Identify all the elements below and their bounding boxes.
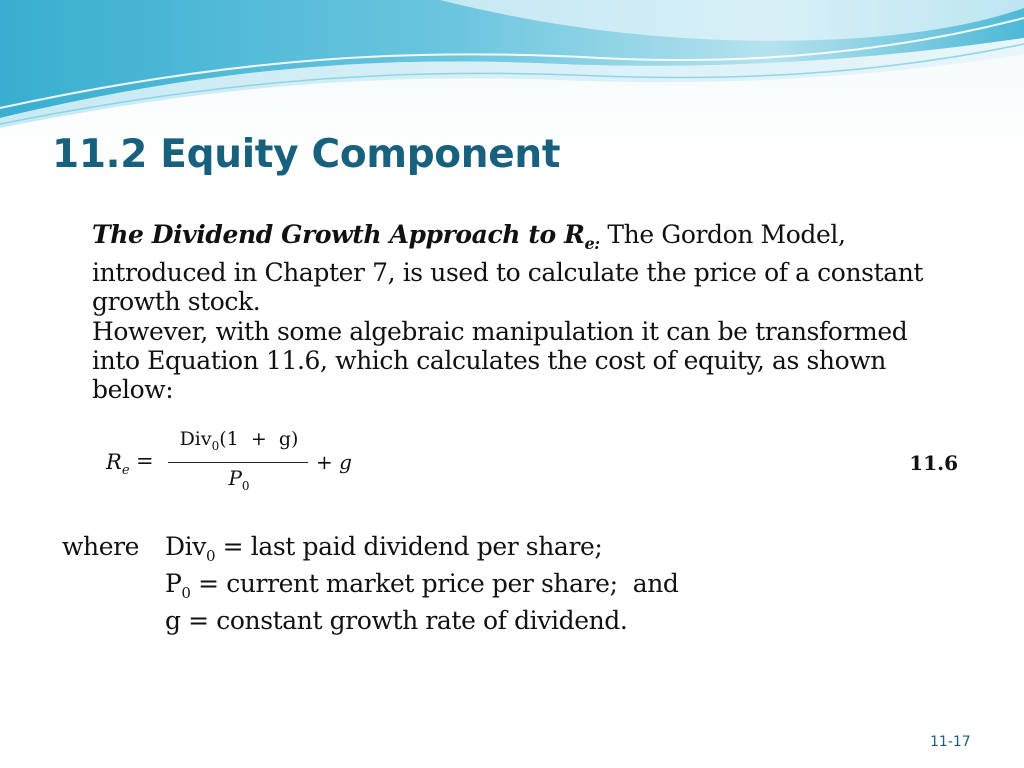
definition-div-subscript: 0 <box>205 547 216 565</box>
paragraph-gordon-model <box>92 220 932 316</box>
where-label: where <box>62 532 140 561</box>
equation-numerator <box>170 428 308 453</box>
equation-number: 11.6 <box>909 451 958 475</box>
header-wave-decoration <box>0 0 1024 130</box>
numerator-subscript: 0 <box>211 438 220 453</box>
definition-div-text: = last paid dividend per share; <box>215 532 603 561</box>
equation-lhs-subscript: e <box>121 463 130 479</box>
definition-price-text: = current market price per share; and <box>190 569 679 598</box>
slide-number: 11-17 <box>930 734 971 750</box>
equation-plus: + <box>316 450 333 474</box>
equation-growth-g: g <box>339 450 352 474</box>
definition-div-symbol: Div <box>165 532 206 561</box>
equation-denominator <box>170 466 308 493</box>
equation-lhs-symbol: R <box>106 450 122 474</box>
equation-tail <box>316 450 352 474</box>
numerator-div: Div <box>179 428 212 450</box>
definition-price-symbol: P <box>165 569 182 598</box>
denominator-price: P <box>228 466 242 490</box>
equation-equals: = <box>136 449 154 473</box>
approach-heading: The Dividend Growth Approach to R <box>92 220 585 249</box>
numerator-growth-term: (1 + g) <box>219 428 299 450</box>
gordon-model-text: The Gordon Model, introduced in Chapter 7, is used to calculate the price of a constant growth stock. <box>92 220 924 316</box>
fraction-bar <box>168 462 308 463</box>
equation-lhs <box>106 450 130 478</box>
slide-title: 11.2 Equity Component <box>52 132 561 177</box>
equation-11-6 <box>102 425 976 500</box>
denominator-subscript: 0 <box>241 479 250 493</box>
paragraph-transformation: However, with some algebraic manipulation it can be transformed into Equation 11.6, which calculates the cost of equity, as shown below: <box>92 317 908 404</box>
definition-growth: g = constant growth rate of dividend. <box>165 606 628 635</box>
approach-heading-subscript: e: <box>584 234 600 253</box>
definition-price-subscript: 0 <box>181 584 191 602</box>
